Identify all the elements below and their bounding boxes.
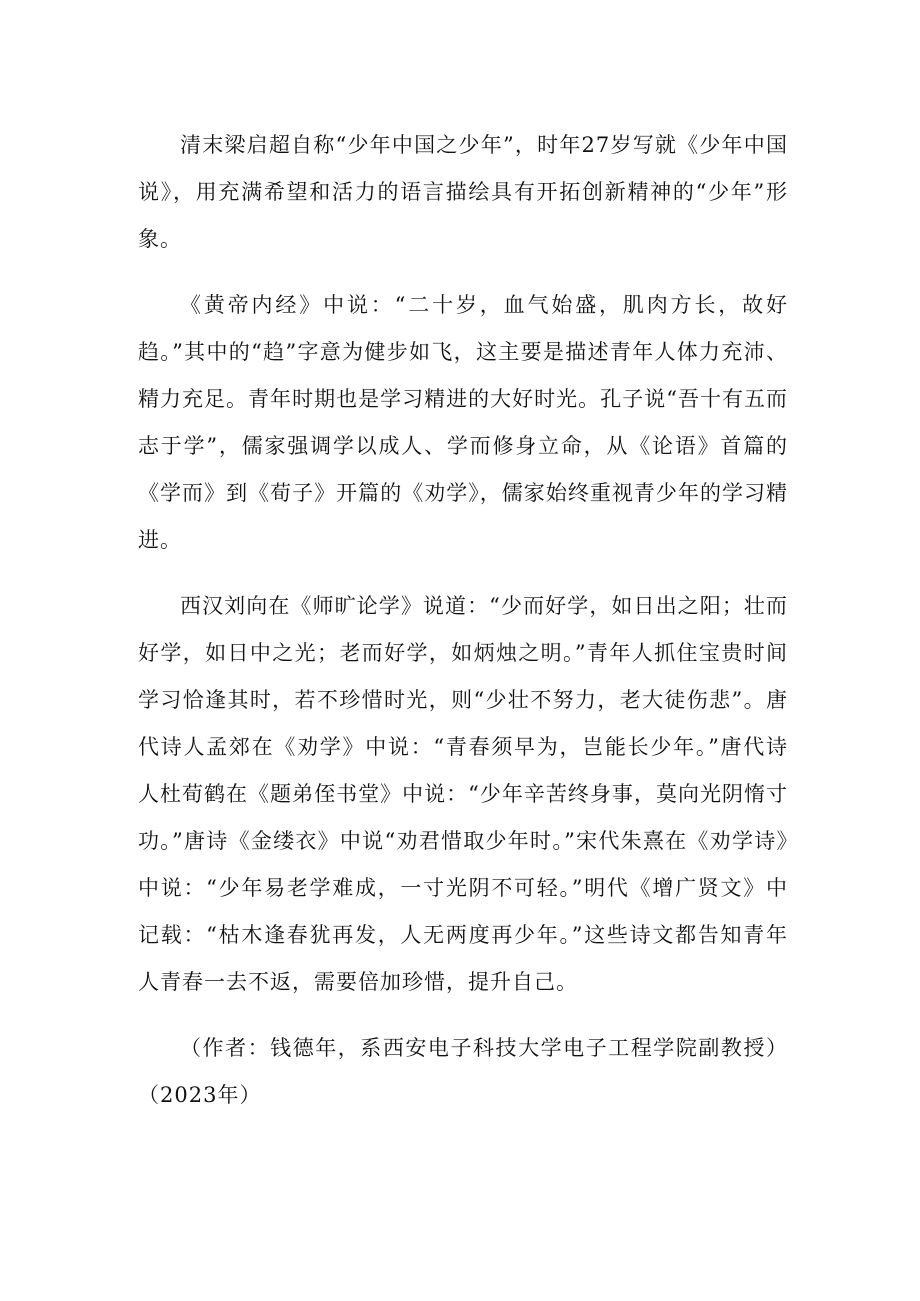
paragraph-3: 西汉刘向在《师旷论学》说道：“少而好学，如日出之阳；壮而好学，如日中之光；老而好学，如炳烛之明。”青年人抓住宝贵时间学习恰逢其时，若不珍惜时光，则“少壮不努力，老大徒伤悲”。唐代诗人孟郊在《劝学》中说：“青春须早为，岂能长少年。”唐代诗人杜荀鹤在《题弟侄书堂》中说：“少年辛苦终身事，莫向光阴惰寸功。”唐诗《金缕衣》中说“劝君惜取少年时。”宋代朱熹在《劝学诗》中说：“少年易老学难成，一寸光阴不可轻。”明代《增广贤文》中记载：“枯木逢春犹再发，人无两度再少年。”这些诗文都告知青年人青春一去不返，需要倍加珍惜，提升自己。 [138, 594, 788, 994]
document-page [138, 122, 788, 1119]
author-line: （作者：钱德年，系西安电子科技大学电子工程学院副教授）（2023年） [138, 1036, 788, 1107]
paragraph-1: 清末梁启超自称“少年中国之少年”，时年27岁写就《少年中国说》，用充满希望和活力的语言描绘具有开拓创新精神的“少年”形象。 [138, 133, 788, 251]
paragraph-2: 《黄帝内经》中说：“二十岁，血气始盛，肌肉方长，故好趋。”其中的“趋”字意为健步如飞，这主要是描述青年人体力充沛、精力充足。青年时期也是学习精进的大好时光。孔子说“吾十有五而志于学”，儒家强调学以成人、学而修身立命，从《论语》首篇的《学而》到《荀子》开篇的《劝学》，儒家始终重视青少年的学习精进。 [138, 293, 788, 552]
